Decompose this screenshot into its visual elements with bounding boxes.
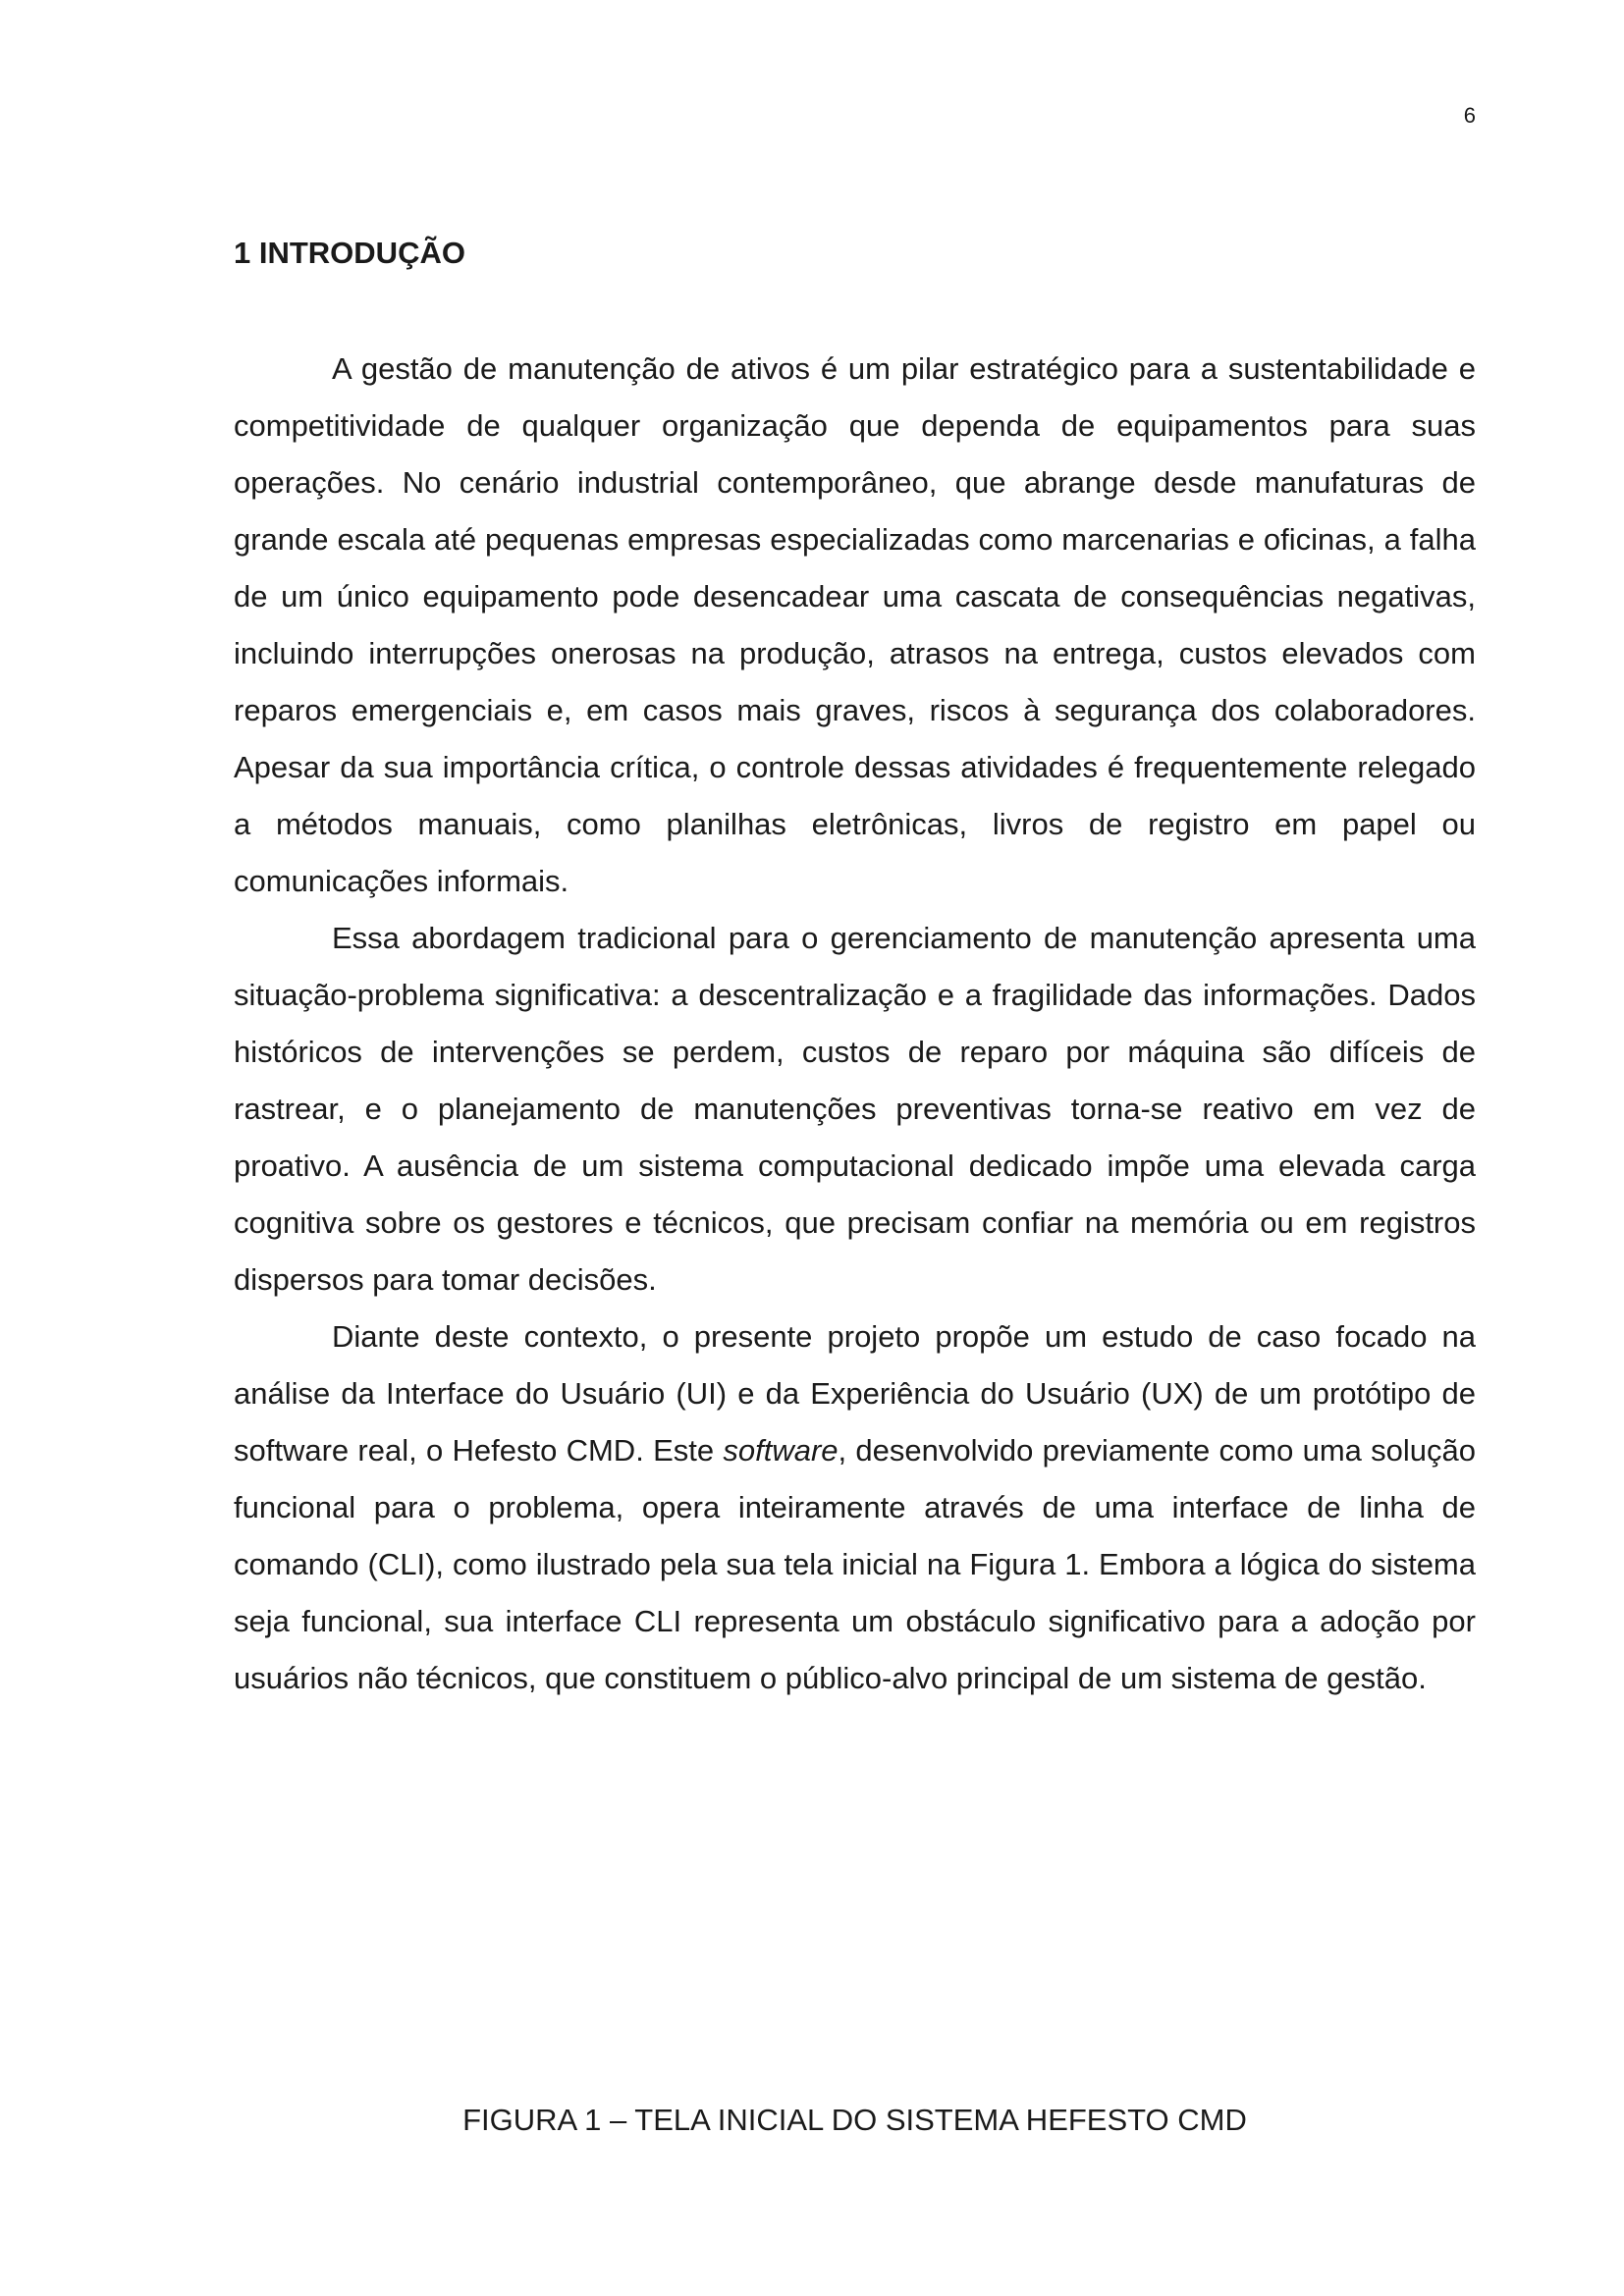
paragraph-2: Essa abordagem tradicional para o gerenciamento de manutenção apresenta uma situação-problema significativa: a descentralização e a fragilidade das informações. Dados históricos de intervenções se perdem, custos de reparo por máquina são difíceis de rastrear, e o planejamento de manutenções preventivas torna-se reativo em vez de proativo. A ausência de um sistema computacional dedicado impõe uma elevada carga cognitiva sobre os gestores e técnicos, que precisam confiar na memória ou em registros dispersos para tomar decisões. — [234, 921, 1476, 1297]
paragraph-3-text-start: Diante deste contexto, o presente projeto propõe um estudo de caso focado na análise da Interface do Usuário (UI) e da Experiência do Usuário (UX) de um protótipo de software real, o Hefesto CMD. Este — [234, 1319, 1476, 1468]
page-number: 6 — [1463, 103, 1476, 128]
paragraph-3-text-end: , desenvolvido previamente como uma solução funcional para o problema, opera inteiramente através de uma interface de linha de comando (CLI), como ilustrado pela sua tela inicial na Figura 1. Embora a lógica do sistema seja funcional, sua interface CLI representa um obstáculo significativo para a adoção por usuários não técnicos, que constituem o público-alvo principal de um sistema de gestão. — [234, 1433, 1476, 1695]
paragraph-1: A gestão de manutenção de ativos é um pilar estratégico para a sustentabilidade e competitividade de qualquer organização que dependa de equipamentos para suas operações. No cenário industrial contemporâneo, que abrange desde manufaturas de grande escala até pequenas empresas especializadas como marcenarias e oficinas, a falha de um único equipamento pode desencadear uma cascata de consequências negativas, incluindo interrupções onerosas na produção, atrasos na entrega, custos elevados com reparos emergenciais e, em casos mais graves, riscos à segurança dos colaboradores. Apesar da sua importância crítica, o controle dessas atividades é frequentemente relegado a métodos manuais, como planilhas eletrônicas, livros de registro em papel ou comunicações informais. — [234, 351, 1476, 898]
paragraph-3 — [234, 1308, 1476, 1707]
body-text — [234, 341, 1476, 1707]
figure-caption: FIGURA 1 – TELA INICIAL DO SISTEMA HEFESTO CMD — [462, 2103, 1247, 2137]
paragraph-3-italic-term: software — [723, 1433, 839, 1468]
section-title: 1 INTRODUÇÃO — [234, 236, 465, 270]
